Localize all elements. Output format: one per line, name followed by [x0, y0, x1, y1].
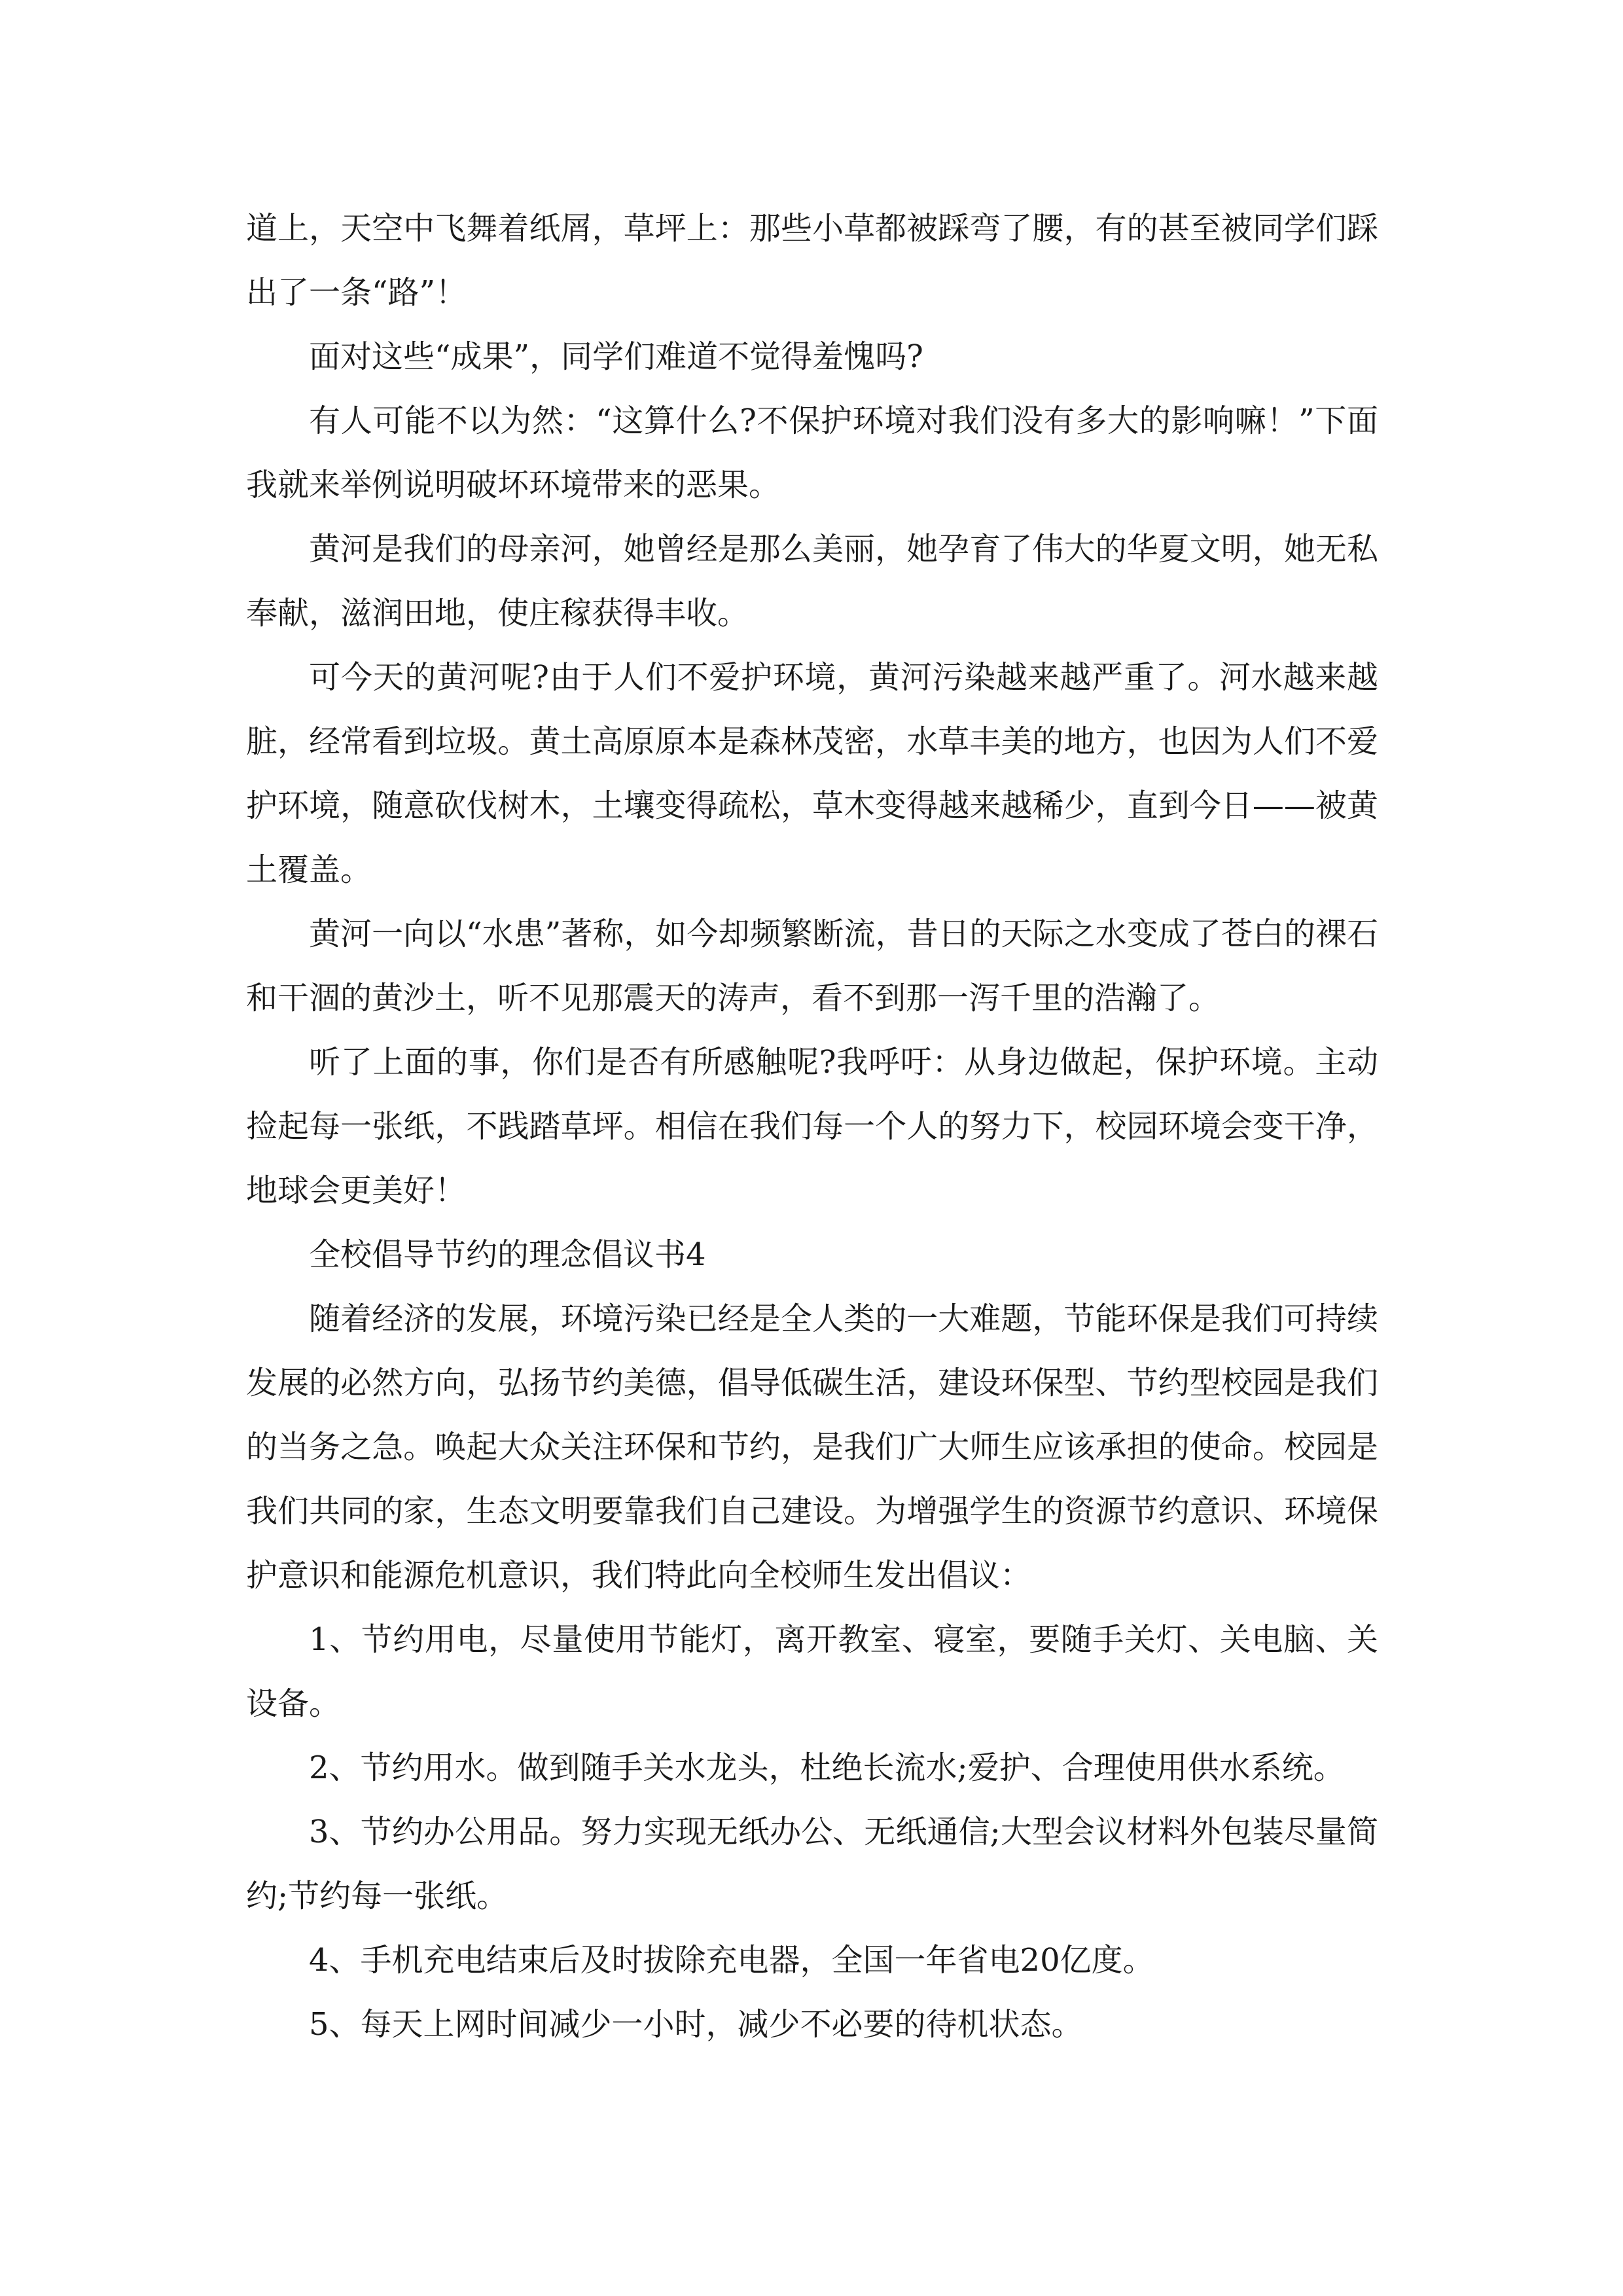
paragraph: 有人可能不以为然：“这算什么?不保护环境对我们没有多大的影响嘛！”下面我就来举例说明破坏环境带来的恶果。: [246, 403, 1378, 503]
paragraph: 面对这些“成果”，同学们难道不觉得羞愧吗?: [309, 338, 923, 375]
section-heading: 全校倡导节约的理念倡议书4: [309, 1236, 706, 1273]
paragraph: 随着经济的发展，环境污染已经是全人类的一大难题，节能环保是我们可持续发展的必然方向，弘扬节约美德，倡导低碳生活，建设环保型、节约型校园是我们的当务之急。唤起大众关注环保和节约，是我们广大师生应该承担的使命。校园是我们共同的家，生态文明要靠我们自己建设。为增强学生的资源节约意识、环境保护意识和能源危机意识，我们特此向全校师生发出倡议：: [246, 1300, 1378, 1594]
list-item: 4、手机充电结束后及时拔除充电器，全国一年省电20亿度。: [309, 1942, 1154, 1979]
list-item: 3、节约办公用品。努力实现无纸办公、无纸通信;大型会议材料外包装尽量简约;节约每一张纸。: [246, 1814, 1378, 1914]
list-item: 5、每天上网时间减少一小时，减少不必要的待机状态。: [309, 2006, 1083, 2043]
list-item: 1、节约用电，尽量使用节能灯，离开教室、寝室，要随手关灯、关电脑、关设备。: [246, 1621, 1378, 1722]
paragraph: 可今天的黄河呢?由于人们不爱护环境，黄河污染越来越严重了。河水越来越脏，经常看到垃圾。黄土高原原本是森林茂密，水草丰美的地方，也因为人们不爱护环境，随意砍伐树木，土壤变得疏松，草木变得越来越稀少，直到今日——被黄土覆盖。: [246, 659, 1378, 888]
paragraph: 黄河是我们的母亲河，她曾经是那么美丽，她孕育了伟大的华夏文明，她无私奉献，滋润田地，使庄稼获得丰收。: [246, 531, 1378, 632]
document-body: [246, 196, 1378, 2056]
paragraph-continuation: 道上，天空中飞舞着纸屑，草坪上：那些小草都被踩弯了腰，有的甚至被同学们踩出了一条“路”！: [246, 210, 1378, 311]
paragraph: 听了上面的事，你们是否有所感触呢?我呼吁：从身边做起，保护环境。主动捡起每一张纸，不践踏草坪。相信在我们每一个人的努力下，校园环境会变干净，地球会更美好！: [246, 1044, 1378, 1209]
paragraph: 黄河一向以“水患”著称，如今却频繁断流，昔日的天际之水变成了苍白的裸石和干涸的黄沙土，听不见那震天的涛声，看不到那一泻千里的浩瀚了。: [246, 916, 1378, 1016]
list-item: 2、节约用水。做到随手关水龙头，杜绝长流水;爱护、合理使用供水系统。: [309, 1749, 1345, 1786]
